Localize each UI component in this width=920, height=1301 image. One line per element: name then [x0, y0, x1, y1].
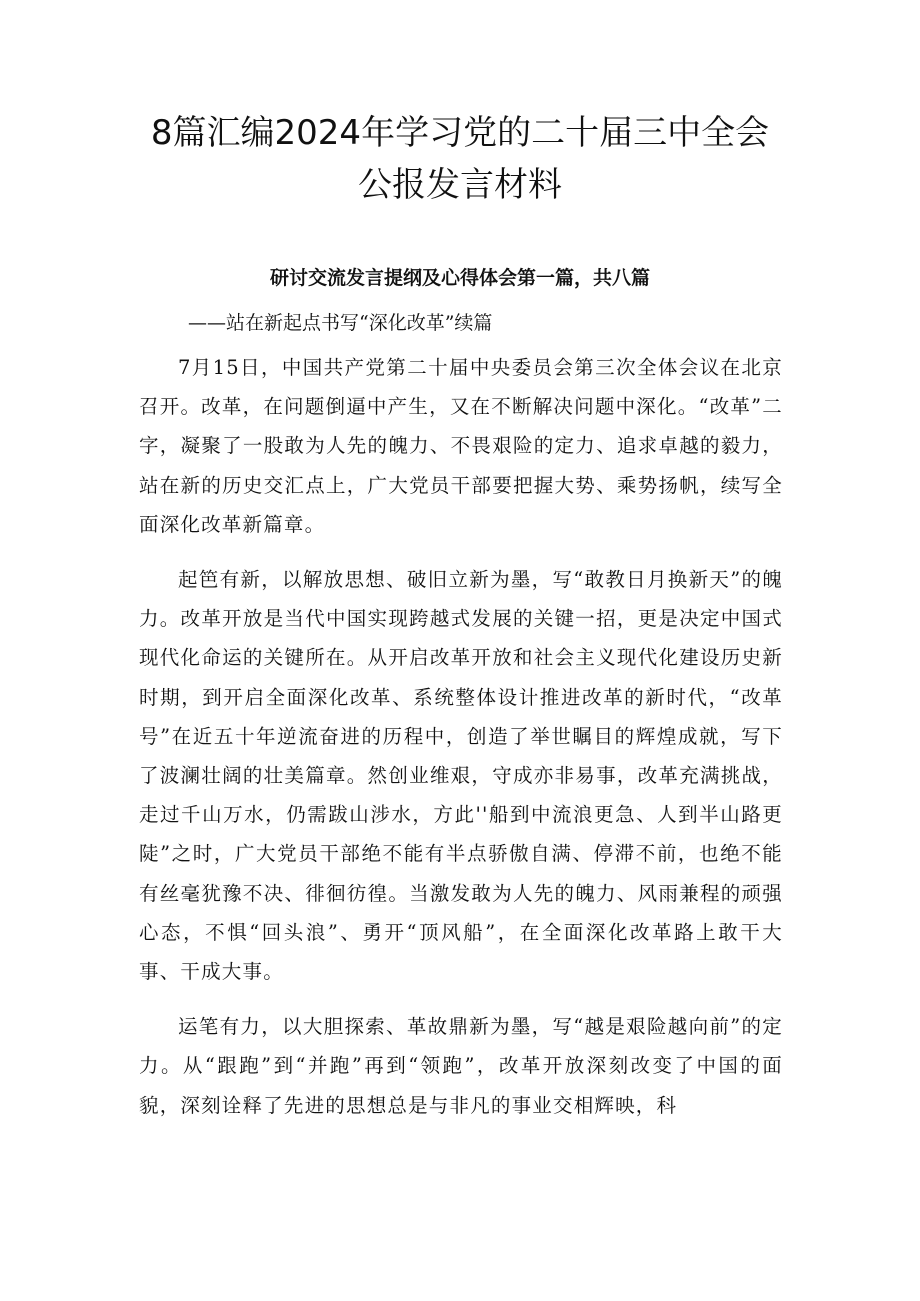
paragraph-1: 7月15日，中国共产党第二十届中央委员会第三次全体会议在北京召开。改革，在问题倒逼中产生，又在不断解决问题中深化。“改革”二字，凝聚了一股敢为人先的魄力、不畏艰险的定力、追求卓越的毅力，站在新的历史交汇点上，广大党员干部要把握大势、乘势扬帆，续写全面深化改革新篇章。: [139, 356, 783, 536]
document-title-line-2: 公报发言材料: [358, 165, 562, 205]
section-subheading: ——站在新起点书写“深化改革”续篇: [188, 312, 493, 334]
section-subtitle: 研讨交流发言提纲及心得体会第一篇，共八篇: [269, 267, 650, 289]
document-body: [139, 348, 783, 1141]
paragraph-2: 起笆有新，以解放思想、破旧立新为墨，写“敢教日月换新天”的魄力。改革开放是当代中国实现跨越式发展的关键一招，更是决定中国式现代化命运的关键所在。从开启改革开放和社会主义现代化建设历史新时期，到开启全面深化改革、系统整体设计推进改革的新时代，“改革号”在近五十年逆流奋进的历程中，创造了举世瞩目的辉煌成就，写下了波澜壮阔的壮美篇章。然创业维艰，守成亦非易事，改革充满挑战，走过千山万水，仍需跋山涉水，方此''船到中流浪更急、人到半山路更陡”之时，广大党员干部绝不能有半点骄傲自满、停滞不前，也绝不能有丝毫犹豫不决、徘徊彷徨。当激发敢为人先的魄力、风雨兼程的顽强心态，不惧“回头浪”、勇开“顶风船”，在全面深化改革路上敢干大事、干成大事。: [139, 568, 783, 984]
document-title-line-1: 8篇汇编2024年学习党的二十届三中全会: [150, 113, 770, 153]
paragraph-3: 运笔有力，以大胆探索、革故鼎新为墨，写“越是艰险越向前”的定力。从“跟跑”到“并跑”再到“领跑”，改革开放深刻改变了中国的面貌，深刻诠释了先进的思想总是与非凡的事业交相辉映，科: [139, 1015, 783, 1117]
